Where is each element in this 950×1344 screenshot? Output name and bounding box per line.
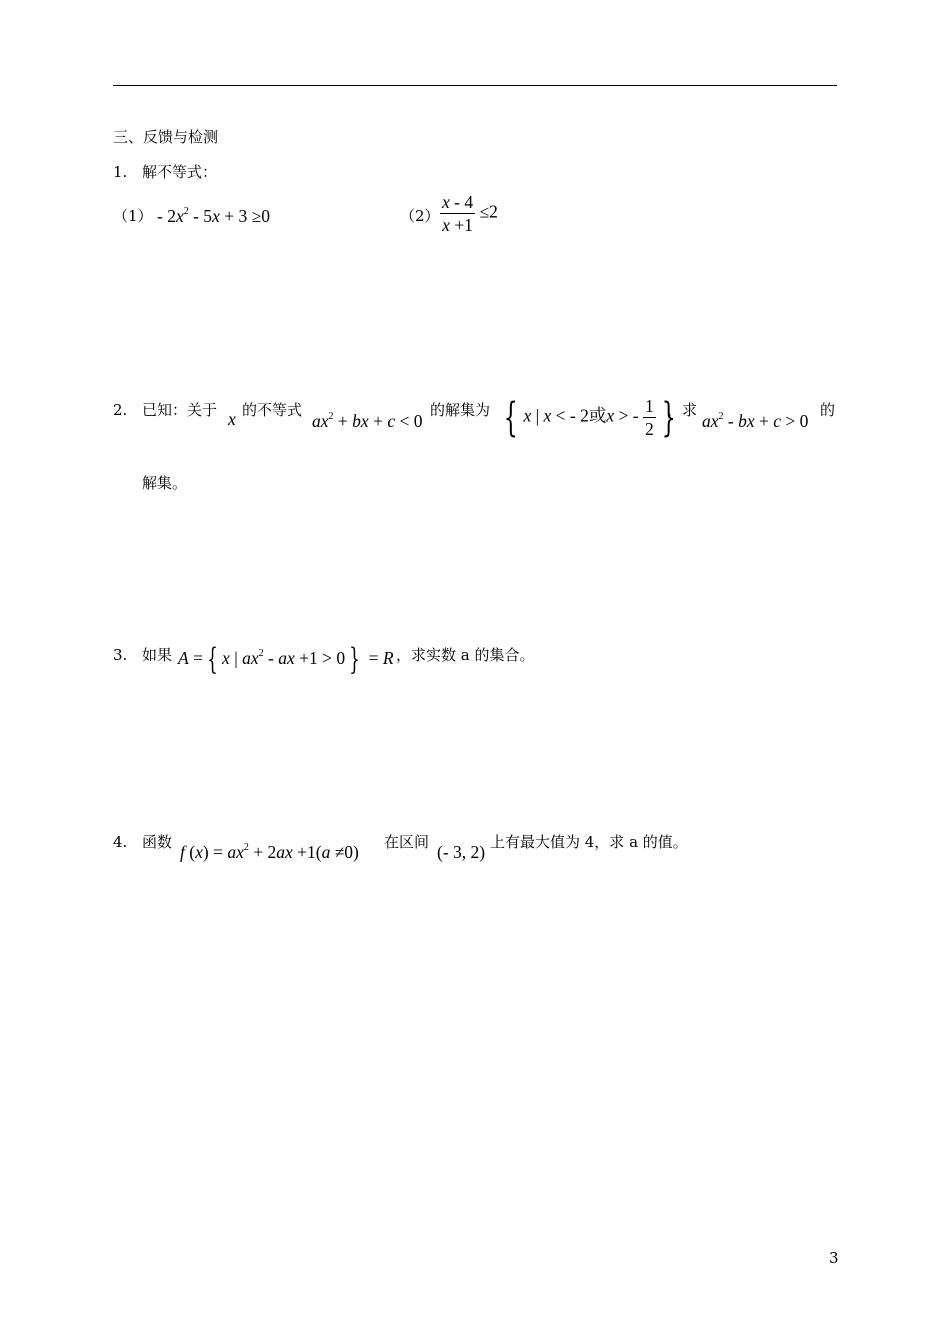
q4-text-3: 上有最大值为 4，求 a 的值。	[490, 833, 688, 851]
q2-text-3: 的解集为	[430, 401, 491, 419]
q2-text-6: 解集。	[142, 474, 188, 492]
q2-solution-set: { x | x < - 2或x > - $\frac{1}{2}$ }	[503, 394, 676, 441]
q1-text: 解不等式：	[142, 163, 218, 181]
page-number: 3	[829, 1249, 839, 1267]
q1-part2-math: $\frac{x - 4}{x +1}$ ≤2	[442, 192, 498, 235]
q2-number: 2.	[113, 401, 128, 419]
q2-inequality-2: $ax^2$ - bx + c > 0	[702, 411, 809, 431]
q1-number: 1.	[113, 163, 128, 181]
q1-part1-math: - $2x^2 - 5x + 3 \ge 0$	[157, 206, 270, 226]
q4-function: f $(x) = ax^2 + 2ax +1(a \ne 0)$	[180, 842, 359, 862]
q1-part2-fraction: $\frac{x - 4}{x +1}$	[442, 192, 474, 235]
q2-var-x: x	[228, 409, 236, 429]
q4-text-1: 函数	[142, 833, 173, 851]
q2-inequality: $ax^2$ + bx + c < 0	[312, 411, 423, 431]
q4-number: 4.	[113, 833, 128, 851]
q4-text-2: 在区间	[384, 833, 430, 851]
q1-part2-label: （2）	[400, 207, 440, 225]
q1-part1-label: （1）	[113, 207, 153, 225]
q3-math: A = { x | $ax^2$ - ax +1 > 0 } = R	[178, 642, 394, 677]
q4-interval: (- 3, 2)	[437, 842, 486, 862]
q2-text-5: 的	[820, 401, 836, 419]
q3-text-2: ，求实数 a 的集合。	[396, 646, 535, 664]
q3-text-1: 如果	[142, 646, 173, 664]
header-rule	[113, 85, 837, 86]
q2-text-4: ，求	[667, 401, 698, 419]
section-title: 三、反馈与检测	[113, 128, 219, 146]
q3-number: 3.	[113, 646, 128, 664]
q2-text-1: 已知：关于	[142, 401, 218, 419]
q2-text-2: 的不等式	[242, 401, 303, 419]
